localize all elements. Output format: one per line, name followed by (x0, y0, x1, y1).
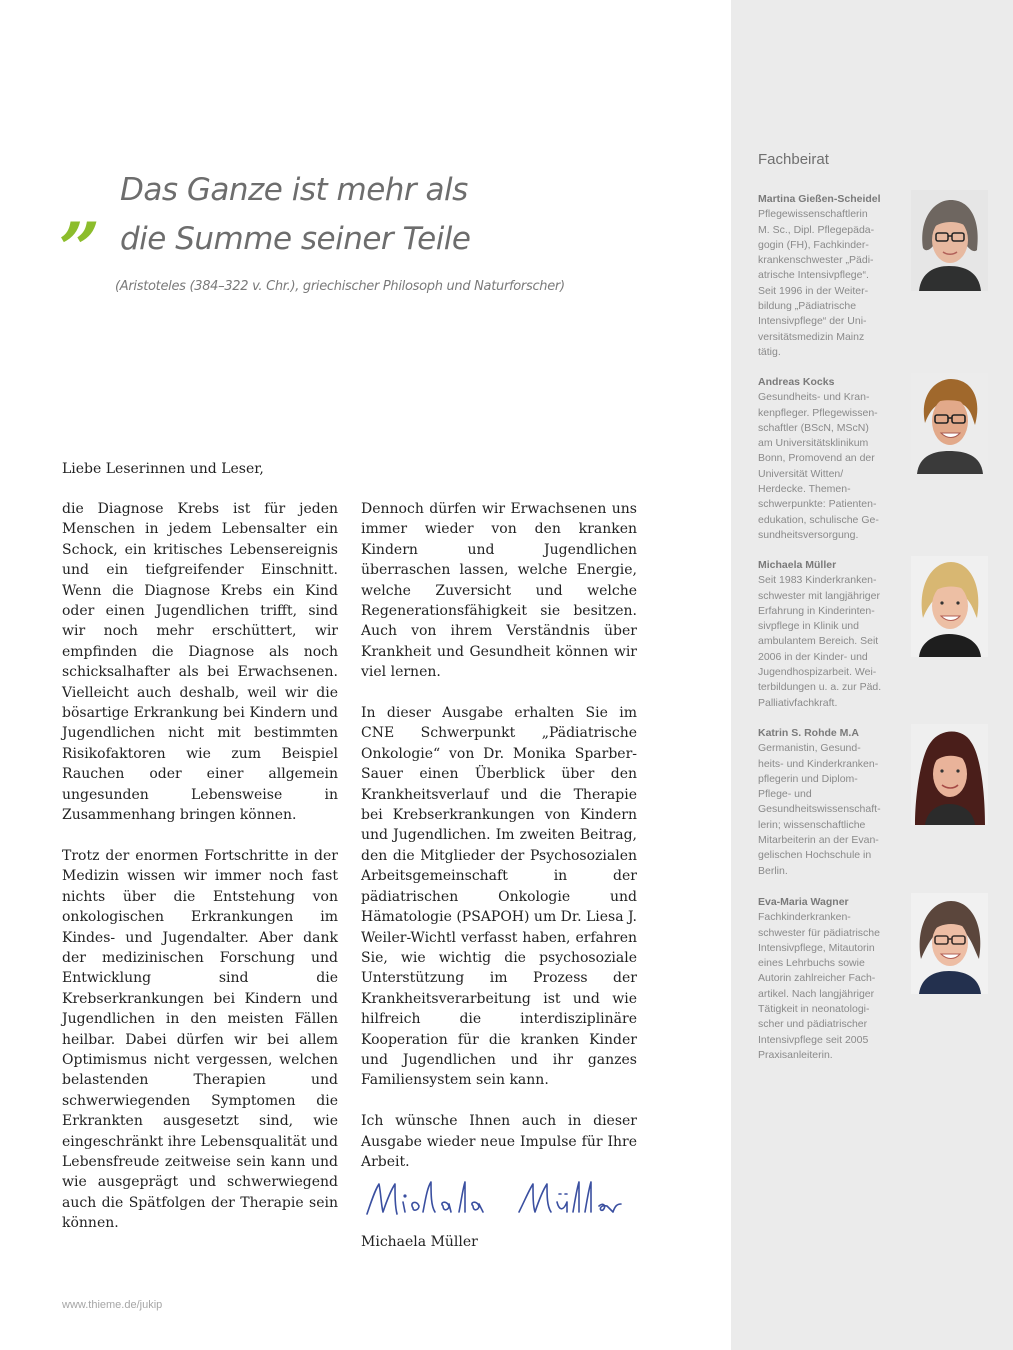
letter-paragraph: Dennoch dürfen wir Erwachsenen uns immer wieder von den kranken Kindern und Jugendlichen überraschen lassen, welche Energie, welche Zuversicht und welche Regenerationsfähigkeit sie besitzen. Auch von ihrem Verständnis über Krankheit und Gesundheit können wir viel lernen. (361, 501, 637, 681)
member-bio: Pflegewissenschaftlerin M. Sc., Dipl. Pflegepäda- gogin (FH), Fachkinder- krankenschwester „Pädi- atrische Intensivpflege“. Seit 1996 in der Weiter- bildung „Pädiatrische Intensivpflege“ der Uni- versitätsmedizin Mainz tätig. (758, 208, 875, 358)
signature-name: Michaela Müller (361, 1234, 478, 1251)
board-member (758, 895, 990, 1063)
board-member (758, 192, 990, 360)
member-bio: Gesundheits- und Kran- kenpfleger. Pflegewissen- schaftler (BScN, MScN) am Universitätsklinikum Bonn, Promovend an der Universität Witten/ Herdecke. Themen- schwerpunkte: Patienten- edukation, schulische Ge- sundheitsversorgung. (758, 391, 879, 541)
member-photo (911, 373, 988, 474)
board-member (758, 726, 990, 879)
letter-paragraph: In dieser Ausgabe erhalten Sie im CNE Schwerpunkt „Pädiatrische Onkologie“ von Dr. Monika Sparber-Sauer einen Überblick über den Krankheitsverlauf und die Therapie bei Krebserkrankungen von Kindern und Jugendlichen. Im zweiten Beitrag, den die Mitglieder der Psychosozialen Arbeitsgemeinschaft in der pädiatrischen Onkologie und Hämatologie (PSAPOH) um Dr. Liesa J. Weiler-Wichtl verfasst haben, erfahren Sie, wie wichtig die psychosoziale Unterstützung im Prozess der Krankheitsverarbeitung ist und wie hilfreich die interdisziplinäre Kooperation für die kranken Kinder und Jugendlichen und ihr ganzes Familiensystem sein kann. (361, 705, 637, 1089)
handwritten-signature (361, 1172, 637, 1232)
member-name: Martina Gießen-Scheidel (758, 193, 881, 205)
member-bio: Germanistin, Gesund- heits- und Kinderkranken- pflegerin und Diplom- Pflege- und Gesundheitswissenschaft- lerin; wissenschaftliche Mitarbeiterin an der Evan- gelischen Hochschule in Berlin. (758, 742, 881, 877)
board-member (758, 375, 990, 543)
member-name: Katrin S. Rohde M.A (758, 727, 859, 739)
advisory-board-sidebar (731, 0, 1013, 1350)
letter-paragraph: die Diagnose Krebs ist für jeden Menschen in jedem Lebensalter ein Schock, ein kritisches Lebensereignis und ein tiefgreifender Einschnitt. Wenn die Diagnose Krebs ein Kind oder einen Jugendlichen trifft, sind wir noch mehr erschüttert, wir empfinden die Diagnose als noch schicksalhafter als bei Erwachsenen. Vielleicht auch deshalb, weil wir die bösartige Erkrankung bei Kindern und Jugendlichen nicht mit bestimmten Risikofaktoren wie zum Beispiel Rauchen oder einer allgemein ungesunden Lebensweise in Zusammenhang bringen können. (62, 501, 338, 824)
member-photo (911, 556, 988, 657)
member-photo (911, 893, 988, 994)
letter-column-right (361, 499, 637, 1273)
member-photo (911, 190, 988, 291)
quote-mark: „ (60, 165, 102, 250)
member-name: Michaela Müller (758, 559, 837, 571)
footer-url[interactable]: www.thieme.de/jukip (62, 1299, 163, 1311)
member-name: Andreas Kocks (758, 376, 835, 388)
member-bio: Seit 1983 Kinderkranken- schwester mit langjähriger Erfahrung in Kinderinten- sivpflege in Klinik und ambulantem Bereich. Seit 2006 in der Kinder- und Jugendhospizarbeit. Wei- terbildungen u. a. zur Päd. Palliativfachkraft. (758, 574, 882, 709)
board-member (758, 558, 990, 711)
letter-paragraph: Trotz der enormen Fortschritte in der Medizin wissen wir immer noch fast nichts über die Entstehung von onkologischen Erkrankungen im Kindes- und Jugendalter. Aber dank der medizinischen Forschung und Entwicklung sind die Krebserkrankungen bei Kindern und Jugendlichen in den meisten Fällen heilbar. Dabei dürfen wir bei allem Optimismus nicht vergessen, welchen belastenden Therapien und schwerwiegenden Symptomen die Erkrankten ausgesetzt sind, wie eingeschränkt ihre Lebensqualität und Lebensfreude zeitweise sein kann und wie ausgeprägt und schwerwiegend auch die Spätfolgen der Therapie sein können. (62, 847, 338, 1232)
quote-text: Das Ganze ist mehr als die Summe seiner Teile (120, 172, 471, 257)
letter-paragraph: Ich wünsche Ihnen auch in dieser Ausgabe wieder neue Impulse für Ihre Arbeit. (361, 1113, 637, 1170)
quote-source: (Aristoteles (384–322 v. Chr.), griechischer Philosoph und Naturforscher) (115, 279, 565, 294)
letter-greeting: Liebe Leserinnen und Leser, (62, 461, 264, 477)
letter-column-left (62, 499, 338, 1254)
sidebar-title: Fachbeirat (758, 151, 829, 168)
member-photo (911, 724, 988, 825)
member-bio: Fachkinderkranken- schwester für pädiatrische Intensivpflege, Mitautorin eines Lehrbuchs sowie Autorin zahlreicher Fach- artikel. Nach langjähriger Tätigkeit in neonatologi- scher und pädiatrischer Intensivpflege seit 2005 Praxisanleiterin. (758, 911, 880, 1061)
member-name: Eva-Maria Wagner (758, 896, 849, 908)
